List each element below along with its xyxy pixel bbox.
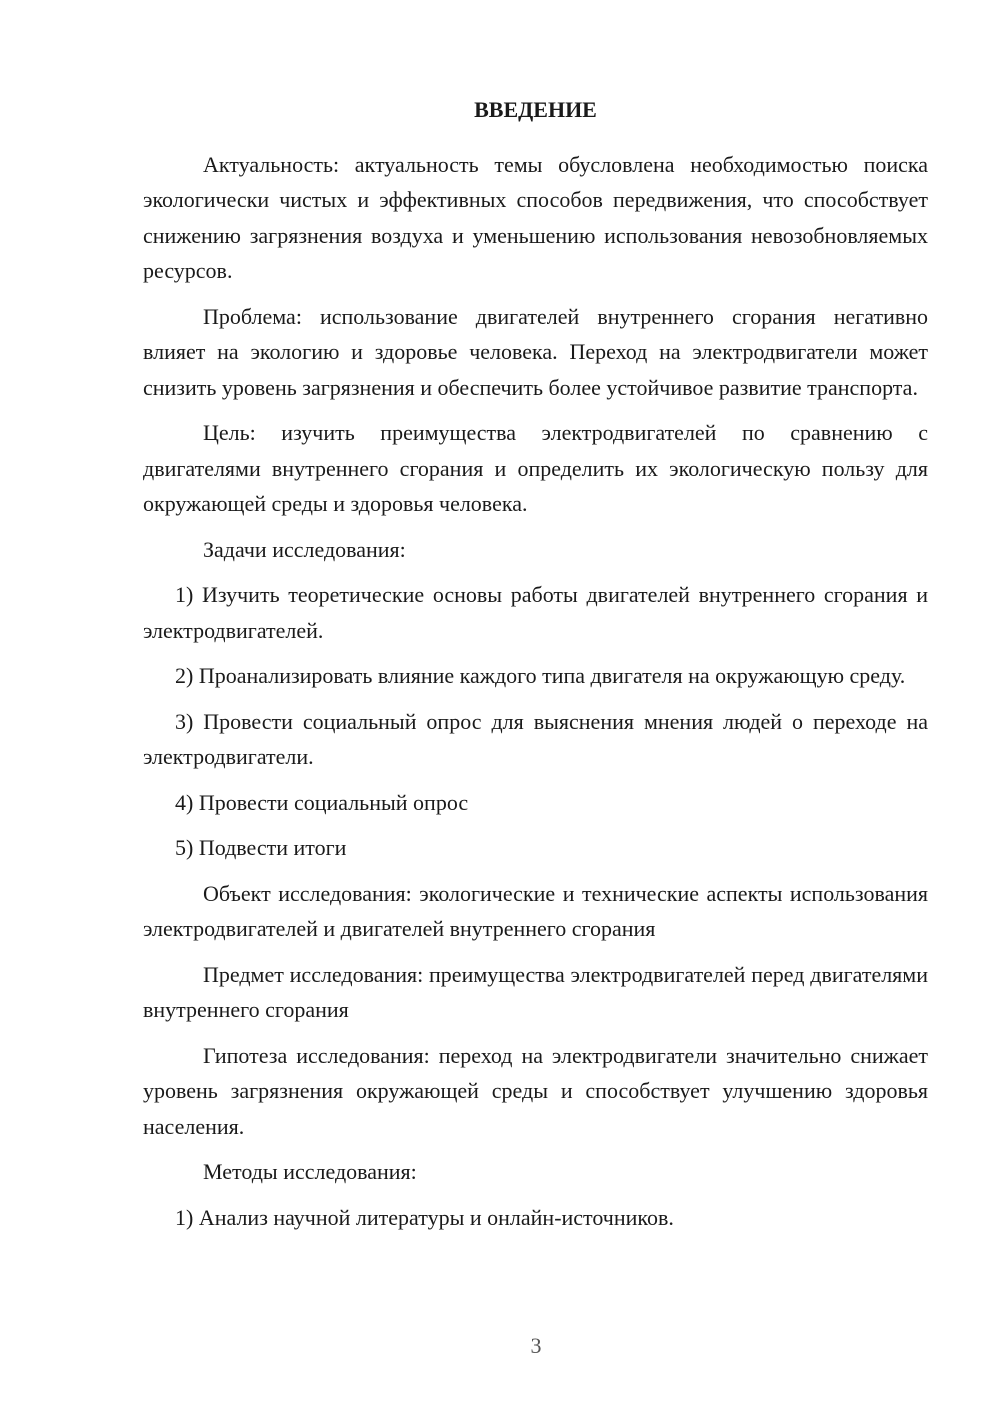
task-item-2: 2) Проанализировать влияние каждого типа двигателя на окружающую среду. (175, 663, 906, 688)
relevance-paragraph: Актуальность: актуальность темы обусловлена необходимостью поиска экологически чистых и эффективных способов передвижения, что способствует снижению загрязнения воздуха и уменьшению использования невозобновляемых ресурсов. (143, 151, 928, 283)
methods-title: Методы исследования: (203, 1159, 417, 1184)
method-item-1: 1) Анализ научной литературы и онлайн-источников. (175, 1204, 674, 1230)
object-paragraph: Объект исследования: экологические и технические аспекты использования электродвигателей и двигателей внутреннего сгорания (143, 880, 928, 941)
task-item-1: 1) Изучить теоретические основы работы двигателей внутреннего сгорания и электродвигателей. (143, 582, 928, 643)
goal-paragraph: Цель: изучить преимущества электродвигателей по сравнению с двигателями внутреннего сгорания и определить их экологическую пользу для окружающей среды и здоровья человека. (143, 420, 928, 516)
page-number: 3 (530, 1333, 542, 1358)
section-heading: ВВЕДЕНИЕ (474, 97, 597, 122)
hypothesis-paragraph: Гипотеза исследования: переход на электродвигатели значительно снижает уровень загрязнения окружающей среды и способствует улучшению здоровья населения. (143, 1042, 928, 1139)
task-item-4: 4) Провести социальный опрос (175, 789, 469, 815)
subject-paragraph: Предмет исследования: преимущества электродвигателей перед двигателями внутреннего сгорания (143, 961, 928, 1022)
task-item-5: 5) Подвести итоги (175, 835, 347, 860)
document-page (143, 92, 928, 1245)
problem-paragraph: Проблема: использование двигателей внутреннего сгорания негативно влияет на экологию и здоровье человека. Переход на электродвигатели может снизить уровень загрязнения и обеспечить более устойчивое развитие транспорта. (143, 303, 928, 400)
task-item-3: 3) Провести социальный опрос для выяснения мнения людей о переходе на электродвигатели. (143, 708, 928, 769)
tasks-title: Задачи исследования: (203, 536, 406, 562)
